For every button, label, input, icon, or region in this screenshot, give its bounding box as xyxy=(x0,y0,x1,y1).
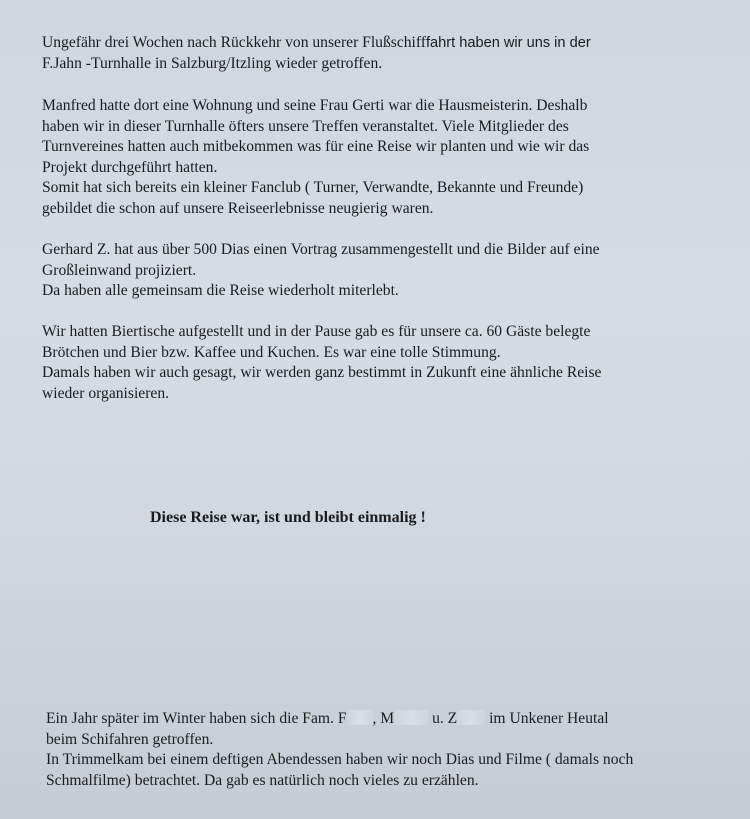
text-line xyxy=(46,709,726,730)
text-line: Großleinwand projiziert. xyxy=(42,261,197,279)
paragraph-gym-hall xyxy=(42,96,722,220)
text-line: Da haben alle gemeinsam die Reise wiederholt miterlebt. xyxy=(42,282,399,300)
text-line: Schmalfilme) betrachtet. Da gab es natürlich noch vieles zu erzählen. xyxy=(46,771,479,789)
paragraph-return-meeting xyxy=(42,33,722,74)
motto-heading: Diese Reise war, ist und bleibt einmalig ! xyxy=(150,509,426,526)
text-line: beim Schifahren getroffen. xyxy=(46,730,214,748)
text-fragment: Ungefähr drei Wochen nach Rückkehr von unserer Flußschiff xyxy=(42,34,426,51)
text-line: Gerhard Z. hat aus über 500 Dias einen Vortrag zusammengestellt und die Bilder auf eine xyxy=(42,241,600,258)
text-fragment: , M xyxy=(372,710,395,727)
text-line: haben wir in dieser Turnhalle öfters unsere Treffen veranstaltet. Viele Mitglieder des xyxy=(42,117,569,135)
text-line: gebildet die schon auf unsere Reiseerlebnisse neugierig waren. xyxy=(42,199,434,217)
text-line: In Trimmelkam bei einem deftigen Abendessen haben wir noch Dias und Filme ( damals noch xyxy=(46,751,634,769)
text-line: Wir hatten Biertische aufgestellt und in der Pause gab es für unsere ca. 60 Gäste belegte xyxy=(42,323,591,340)
pasted-text-fragment: fahrt haben wir uns in der xyxy=(426,35,591,51)
text-fragment: u. Z xyxy=(428,710,458,727)
paragraph-beer-tables xyxy=(42,322,722,404)
text-line: Somit hat sich bereits ein kleiner Fanclub ( Turner, Verwandte, Bekannte und Freunde) xyxy=(42,179,584,197)
text-fragment: im Unkener Heutal xyxy=(485,710,609,727)
paragraph-winter-meeting xyxy=(46,709,726,791)
text-line xyxy=(42,33,722,54)
text-line: wieder organisieren. xyxy=(42,384,170,402)
text-line: Manfred hatte dort eine Wohnung und seine Frau Gerti war die Hausmeisterin. Deshalb xyxy=(42,97,588,114)
text-line: Brötchen und Bier bzw. Kaffee und Kuchen. Es war eine tolle Stimmung. xyxy=(42,343,501,361)
paragraph-slide-show xyxy=(42,240,722,302)
redacted-name xyxy=(457,710,485,725)
text-line: F.Jahn -Turnhalle in Salzburg/Itzling wieder getroffen. xyxy=(42,54,383,72)
text-line: Projekt durchgeführt hatten. xyxy=(42,158,218,176)
text-line: Damals haben wir auch gesagt, wir werden ganz bestimmt in Zukunft eine ähnliche Reise xyxy=(42,364,602,382)
redacted-name xyxy=(347,710,373,725)
text-fragment: Ein Jahr später im Winter haben sich die Fam. F xyxy=(46,710,347,727)
redacted-name xyxy=(394,710,428,725)
text-line: Turnvereines hatten auch mitbekommen was für eine Reise wir planten und wie wir das xyxy=(42,138,590,156)
